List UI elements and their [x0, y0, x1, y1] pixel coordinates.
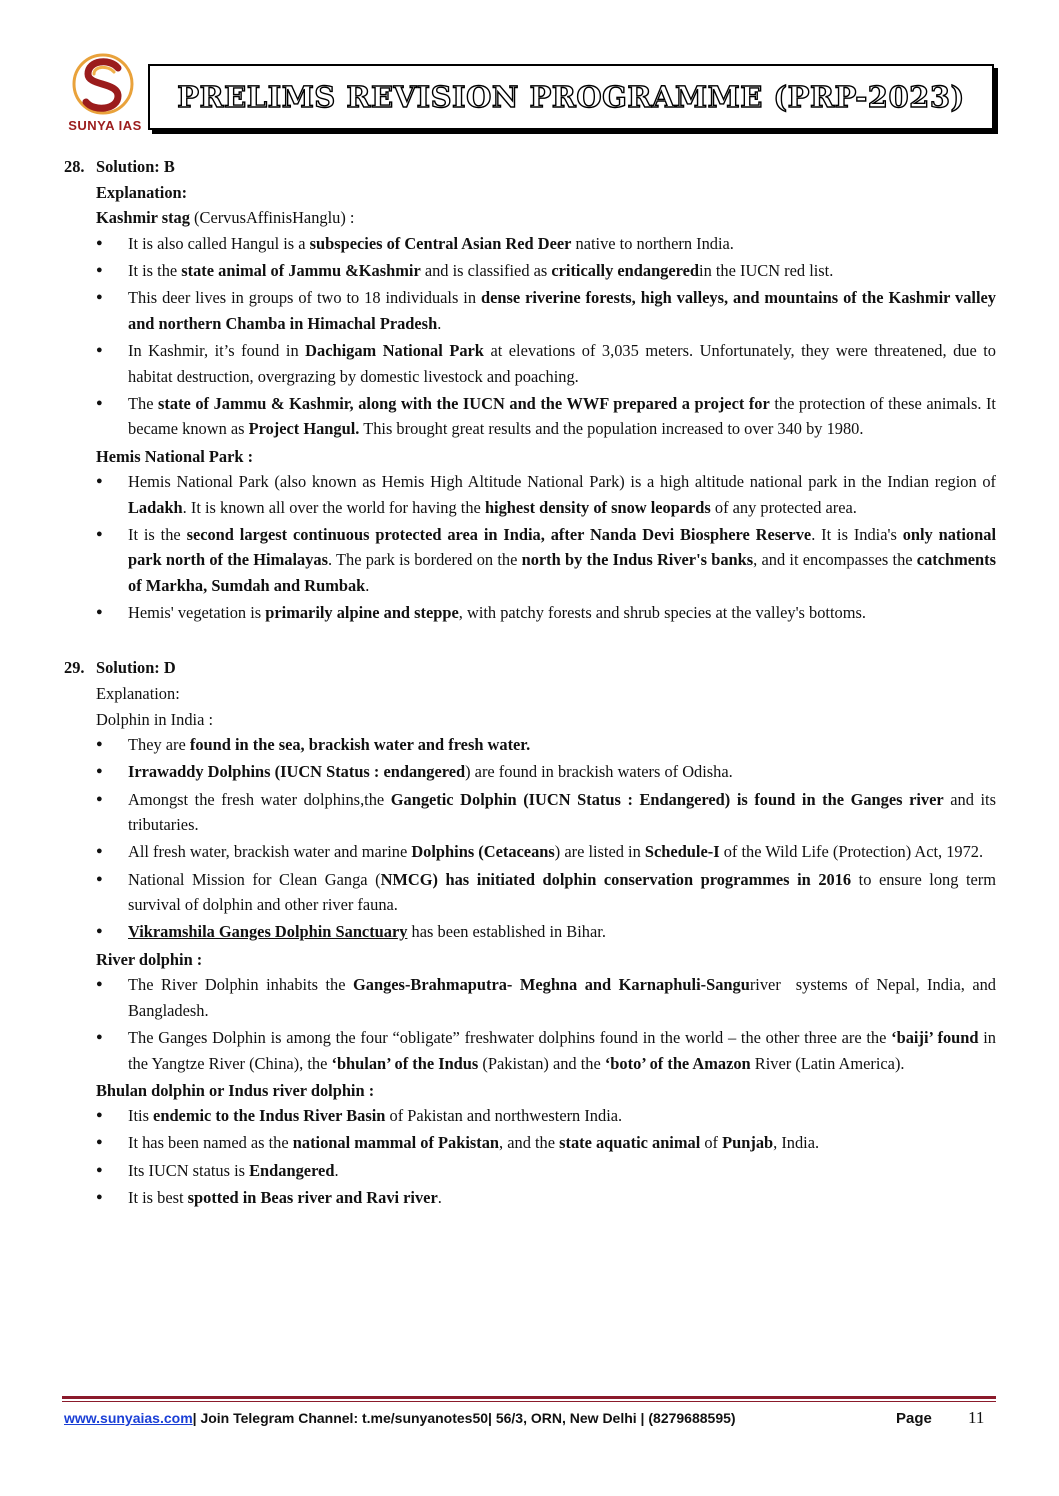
explanation-label: Explanation:	[96, 684, 180, 704]
dolphin-list	[64, 732, 996, 945]
page-number: 11	[968, 1408, 985, 1427]
hemis-list	[64, 469, 996, 626]
list-item: ● The state of Jammu & Kashmir, along with the IUCN and the WWF prepared a project for the protection of these animals. It became known as Project Hangul. This brought great results and the population increased to over 340 by 1980.	[96, 391, 996, 442]
solution-label: Solution: D	[96, 658, 176, 678]
kashmir-stag-list	[64, 231, 996, 442]
solution-29	[64, 655, 996, 681]
list-item: ● In Kashmir, it’s found in Dachigam National Park at elevations of 3,035 meters. Unfortunately, they were threatened, due to habitat destruction, overgrazing by domestic livestock and poaching.	[96, 338, 996, 389]
solution-28	[64, 154, 996, 180]
website-link[interactable]: www.sunyaias.com	[64, 1410, 193, 1426]
list-item: ● Vikramshila Ganges Dolphin Sanctuary has been established in Bihar.	[96, 919, 996, 945]
river-dolphin-list	[64, 972, 996, 1076]
kashmir-stag-heading	[96, 205, 996, 231]
list-item: ● It has been named as the national mammal of Pakistan, and the state aquatic animal of Punjab, India.	[96, 1130, 996, 1156]
list-item: ● It is the state animal of Jammu &Kashmir and is classified as critically endangeredin the IUCN red list.	[96, 258, 996, 284]
list-item: ● Hemis' vegetation is primarily alpine and steppe, with patchy forests and shrub species at the valley's bottoms.	[96, 600, 996, 626]
bhulan-list	[64, 1103, 996, 1210]
logo-s-icon	[70, 50, 136, 120]
list-item: ● Itis endemic to the Indus River Basin of Pakistan and northwestern India.	[96, 1103, 996, 1129]
list-item: ● It is also called Hangul is a subspecies of Central Asian Red Deer native to northern India.	[96, 231, 996, 257]
footer-divider	[62, 1396, 996, 1399]
footer	[64, 1410, 994, 1426]
heading-rest: (CervusAffinisHanglu) :	[189, 208, 355, 228]
explanation-label: Explanation:	[96, 182, 188, 202]
footer-contact: | Join Telegram Channel: t.me/sunyanotes50| 56/3, ORN, New Delhi | (8279688595)	[192, 1410, 736, 1426]
list-item: ● The River Dolphin inhabits the Ganges-Brahmaputra- Meghna and Karnaphuli-Sanguriver systems of Nepal, India, and Bangladesh.	[96, 972, 996, 1023]
list-item: ● It is best spotted in Beas river and Ravi river.	[96, 1185, 996, 1211]
bhulan-heading: Bhulan dolphin or Indus river dolphin :	[96, 1080, 375, 1100]
list-item: ● The Ganges Dolphin is among the four “obligate” freshwater dolphins found in the world – the other three are the ‘baiji’ found in the Yangtze River (China), the ‘bhulan’ of the Indus (Pakistan) and the ‘boto’ of the Amazon River (Latin America).	[96, 1025, 996, 1076]
footer-divider-thin	[62, 1401, 996, 1402]
hemis-heading: Hemis National Park :	[96, 446, 254, 466]
list-item: ● All fresh water, brackish water and marine Dolphins (Cetaceans) are listed in Schedule-I of the Wild Life (Protection) Act, 1972.	[96, 839, 996, 865]
list-item: ● Irrawaddy Dolphins (IUCN Status : endangered) are found in brackish waters of Odisha.	[96, 759, 996, 785]
question-number: 29.	[64, 658, 85, 678]
list-item: ● National Mission for Clean Ganga (NMCG) has initiated dolphin conservation programmes in 2016 to ensure long term survival of dolphin and other river fauna.	[96, 867, 996, 918]
page-label: Page	[896, 1410, 932, 1427]
heading-bold: Kashmir stag	[96, 208, 190, 228]
list-item: ● Amongst the fresh water dolphins,the Gangetic Dolphin (IUCN Status : Endangered) is found in the Ganges river and its tributaries.	[96, 787, 996, 838]
list-item: ● Hemis National Park (also known as Hemis High Altitude National Park) is a high altitude national park in the Indian region of Ladakh. It is known all over the world for having the highest density of snow leopards of any protected area.	[96, 469, 996, 520]
question-number: 28.	[64, 157, 85, 176]
page-title: PRELIMS REVISION PROGRAMME (PRP-2023)	[177, 80, 965, 114]
list-item: ● It is the second largest continuous protected area in India, after Nanda Devi Biosphere Reserve. It is India's only national park north of the Himalayas. The park is bordered on the north by the Indus River's banks, and it encompasses the catchments of Markha, Sumdah and Rumbak.	[96, 522, 996, 599]
logo-text: SUNYA IAS	[68, 118, 142, 133]
list-item: ● This deer lives in groups of two to 18 individuals in dense riverine forests, high valleys, and mountains of the Kashmir valley and northern Chamba in Himachal Pradesh.	[96, 285, 996, 336]
river-dolphin-heading: River dolphin :	[96, 949, 203, 969]
dolphin-heading: Dolphin in India :	[96, 709, 213, 729]
content	[64, 154, 996, 1212]
list-item: ● Its IUCN status is Endangered.	[96, 1158, 996, 1184]
title-box	[148, 64, 994, 130]
solution-label: Solution: B	[96, 157, 175, 176]
list-item: ● They are found in the sea, brackish water and fresh water.	[96, 732, 996, 758]
